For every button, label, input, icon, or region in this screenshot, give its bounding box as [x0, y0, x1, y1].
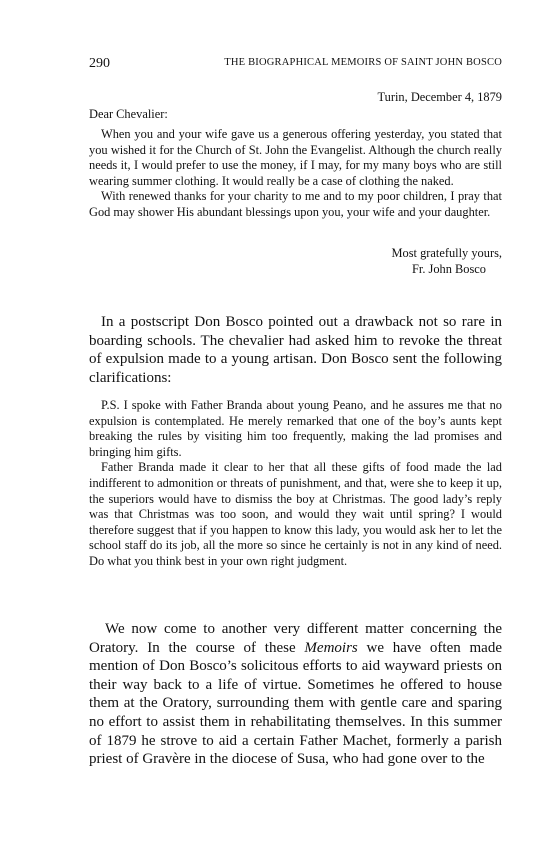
letter-salutation: Dear Chevalier:	[89, 107, 168, 121]
letter-closing: Most gratefully yours,	[391, 246, 502, 260]
narrative-text: In a postscript Don Bosco pointed out a drawback not so rare in boarding schools. The chevalier had asked him to revoke the threat of expulsion made to a young artisan. Don Bosco sent the following clarifications:	[89, 314, 502, 386]
narrative-text-part-1: We now come to another very different matter concerning the Oratory. In the course of these	[89, 621, 502, 656]
postscript-paragraph: P.S. I spoke with Father Branda about young Peano, and he assures me that no expulsion is contemplated. He merely remarked that one of the boy’s aunts kept breaking the rules by visiting him too frequently, making the lad promises and bringing him gifts.	[89, 398, 502, 459]
postscript-block	[89, 398, 502, 570]
narrative-text-part-2: we have often made mention of Don Bosco’s solicitous efforts to aid wayward priests on their way back to a life of virtue. Sometimes he offered to house them at the Oratory, surrounding them with gentle care and sparing no effort to assist them in rehabilitating themselves. In this summer of 1879 he strove to aid a certain Father Machet, formerly a parish priest of Gravère in the diocese of Susa, who had gone over to the	[89, 639, 502, 768]
letter-date: Turin, December 4, 1879	[377, 90, 502, 104]
letter-signature: Fr. John Bosco	[411, 261, 486, 276]
letter-paragraph: With renewed thanks for your charity to me and to my poor children, I pray that God may shower His abundant blessings upon you, your wife and your daughter.	[89, 189, 502, 219]
letter-closing-block	[392, 246, 502, 277]
letter-paragraph: When you and your wife gave us a generous offering yesterday, you stated that you wished it for the Church of St. John the Evangelist. Although the church really needs it, I would prefer to use the money, if I may, for my many boys who are still wearing summer clothing. It would really be a case of clothing the naked.	[89, 127, 502, 188]
letter-body	[89, 127, 502, 221]
narrative-text	[89, 620, 502, 769]
memoirs-title: Memoirs	[304, 639, 358, 656]
running-head: THE BIOGRAPHICAL MEMOIRS OF SAINT JOHN BOSCO	[224, 57, 502, 68]
narrative-paragraph-2	[89, 620, 502, 769]
narrative-paragraph-1	[89, 313, 502, 387]
postscript-paragraph: Father Branda made it clear to her that all these gifts of food made the lad indifferent to admonition or threats of punishment, and that, were she to keep it up, the superiors would have to dismiss the boy at Christmas. The good lady’s reply was that Christmas was too soon, and would they wait until spring? I would therefore suggest that if you happen to know this lady, you would ask her to let the school staff do its job, all the more so since he certainly is not in any kind of need. Do what you think best in your own right judgment.	[89, 460, 502, 568]
page-header	[89, 56, 502, 72]
page-number: 290	[89, 56, 110, 71]
